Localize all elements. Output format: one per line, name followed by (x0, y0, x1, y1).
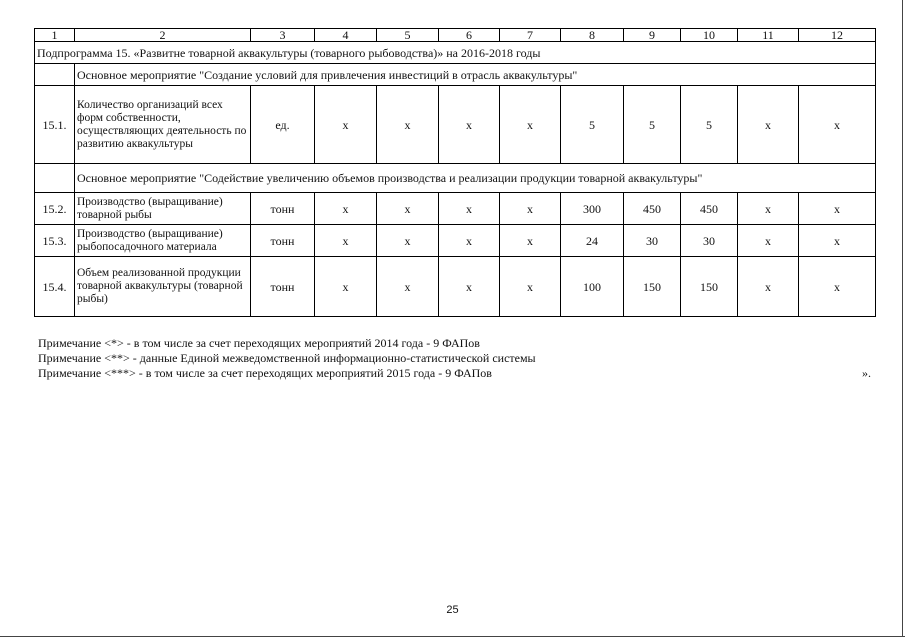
value-cell: х (439, 193, 500, 225)
unit-cell: тонн (251, 193, 315, 225)
value-cell: х (799, 86, 876, 164)
table-row (35, 86, 876, 164)
indicator-name: Производство (выращивание) товарной рыбы (75, 193, 251, 225)
value-cell: 5 (624, 86, 681, 164)
value-cell: 100 (561, 257, 624, 317)
col-number: 2 (75, 29, 251, 42)
value-cell: х (377, 193, 439, 225)
row-number: 15.1. (35, 86, 75, 164)
value-cell: х (439, 86, 500, 164)
page-number: 25 (446, 604, 459, 616)
value-cell: х (799, 225, 876, 257)
row-number: 15.2. (35, 193, 75, 225)
value-cell: х (500, 257, 561, 317)
note-last (38, 366, 873, 381)
table-row (35, 225, 876, 257)
value-cell: 450 (624, 193, 681, 225)
indicator-name: Объем реализованной продукции товарной аквакультуры (товарной рыбы) (75, 257, 251, 317)
empty-cell (35, 164, 75, 193)
value-cell: 30 (681, 225, 738, 257)
subprogram-title: Подпрограмма 15. «Развитне товарной аквакультуры (товарного рыбоводства)» на 2016-2018 годы (35, 42, 876, 64)
activity-row (35, 64, 876, 86)
note: Примечание <*> - в том числе за счет переходящих мероприятий 2014 года - 9 ФАПов (38, 336, 480, 350)
col-number: 8 (561, 29, 624, 42)
table-row (35, 257, 876, 317)
value-cell: 30 (624, 225, 681, 257)
value-cell: х (500, 86, 561, 164)
value-cell: х (738, 193, 799, 225)
subprogram-row (35, 42, 876, 64)
value-cell: х (738, 257, 799, 317)
col-number: 4 (315, 29, 377, 42)
col-number: 3 (251, 29, 315, 42)
value-cell: 450 (681, 193, 738, 225)
activity-title: Основное мероприятие "Содействие увеличению объемов производства и реализации продукции товарной аквакультуры" (75, 164, 876, 193)
unit-cell: ед. (251, 86, 315, 164)
value-cell: х (315, 86, 377, 164)
notes-block (38, 336, 873, 381)
value-cell: 5 (561, 86, 624, 164)
col-number: 1 (35, 29, 75, 42)
scan-border-bottom (0, 636, 905, 637)
value-cell: 150 (624, 257, 681, 317)
column-number-row (35, 29, 876, 42)
value-cell: х (377, 257, 439, 317)
col-number: 6 (439, 29, 500, 42)
value-cell: х (439, 225, 500, 257)
col-number: 12 (799, 29, 876, 42)
note-text: Примечание <***> - в том числе за счет переходящих мероприятий 2015 года - 9 ФАПов (38, 366, 492, 380)
value-cell: х (377, 225, 439, 257)
row-number: 15.3. (35, 225, 75, 257)
scan-border-right (902, 0, 903, 636)
unit-cell: тонн (251, 257, 315, 317)
value-cell: х (315, 257, 377, 317)
table-row (35, 193, 876, 225)
unit-cell: тонн (251, 225, 315, 257)
col-number: 10 (681, 29, 738, 42)
row-number: 15.4. (35, 257, 75, 317)
col-number: 7 (500, 29, 561, 42)
value-cell: х (439, 257, 500, 317)
value-cell: х (799, 257, 876, 317)
col-number: 9 (624, 29, 681, 42)
empty-cell (35, 64, 75, 86)
activity-row (35, 164, 876, 193)
value-cell: 150 (681, 257, 738, 317)
value-cell: 5 (681, 86, 738, 164)
value-cell: х (500, 193, 561, 225)
value-cell: х (315, 193, 377, 225)
value-cell: х (738, 86, 799, 164)
value-cell: х (315, 225, 377, 257)
activity-title: Основное мероприятие "Создание условий для привлечения инвестиций в отрасль аквакультуры" (75, 64, 876, 86)
indicator-name: Количество организаций всех форм собственности, осуществляющих деятельность по развитию аквакультуры (75, 86, 251, 164)
closing-quote: ». (862, 366, 871, 380)
value-cell: х (799, 193, 876, 225)
value-cell: х (500, 225, 561, 257)
value-cell: 24 (561, 225, 624, 257)
indicator-name: Производство (выращивание) рыбопосадочного материала (75, 225, 251, 257)
value-cell: х (377, 86, 439, 164)
value-cell: 300 (561, 193, 624, 225)
value-cell: х (738, 225, 799, 257)
indicators-table (34, 28, 876, 317)
col-number: 5 (377, 29, 439, 42)
note: Примечание <**> - данные Единой межведомственной информационно-статистической системы (38, 351, 536, 365)
col-number: 11 (738, 29, 799, 42)
